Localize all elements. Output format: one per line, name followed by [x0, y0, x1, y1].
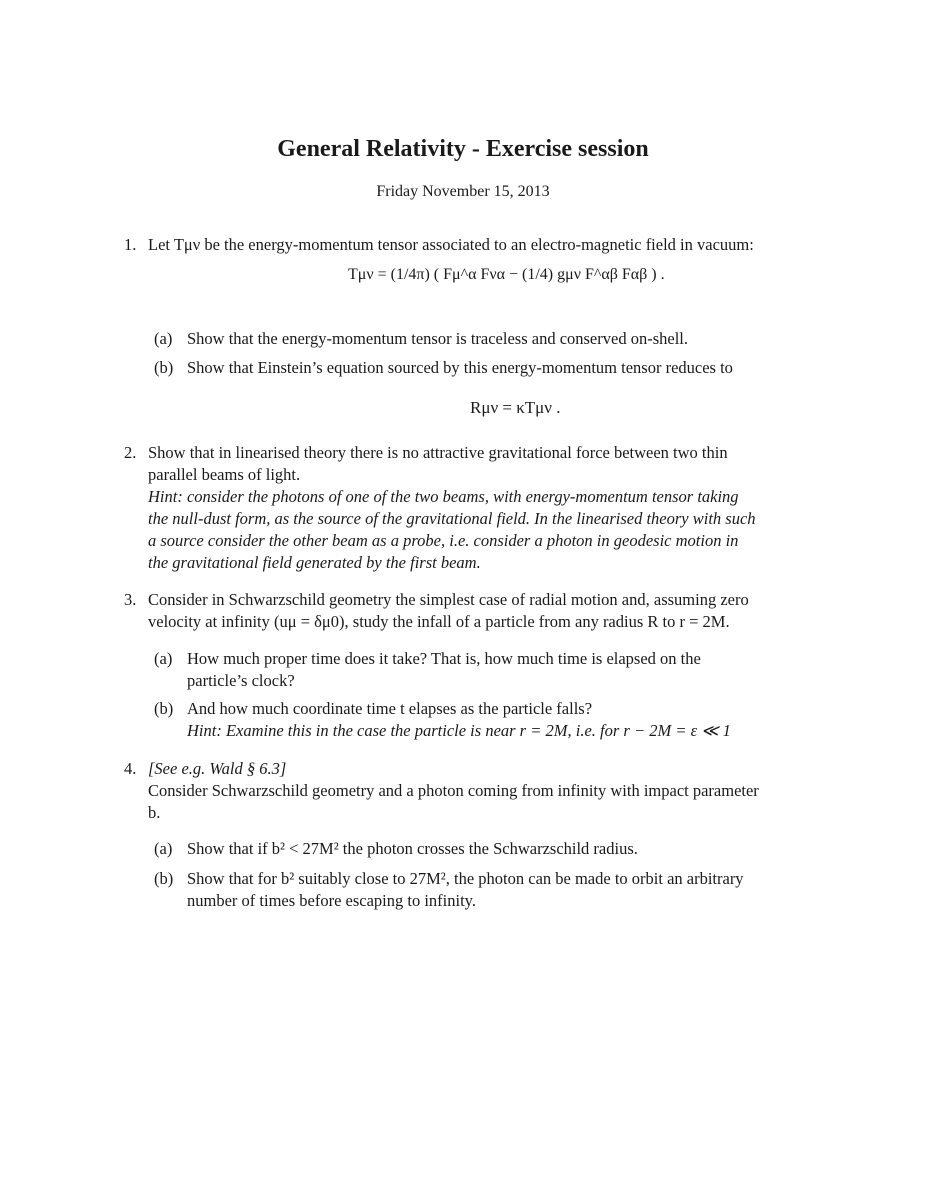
problem-1a-text: Show that the energy-momentum tensor is traceless and conserved on-shell. — [187, 329, 688, 348]
problem-3-line-2: velocity at infinity (uμ = δμ0), study the infall of a particle from any radius R to r = 2M. — [148, 612, 730, 631]
problem-4a-label: (a) — [154, 839, 173, 858]
problem-4-reference: [See e.g. Wald § 6.3] — [148, 759, 287, 778]
problem-2-hint-4: the gravitational field generated by the first beam. — [148, 553, 481, 572]
problem-4-line-1: Consider Schwarzschild geometry and a photon coming from infinity with impact parameter — [148, 781, 759, 800]
problem-3-number: 3. — [124, 590, 137, 609]
problem-2-line-1: Show that in linearised theory there is no attractive gravitational force between two thin — [148, 443, 728, 462]
page-title: General Relativity - Exercise session — [277, 136, 649, 162]
equation-1: Tμν = (1/4π) ( Fμ^α Fνα − (1/4) gμν F^αβ Fαβ ) . — [348, 266, 665, 283]
problem-1a-label: (a) — [154, 329, 173, 348]
problem-2-hint-1: Hint: consider the photons of one of the two beams, with energy-momentum tensor taking — [148, 487, 739, 506]
problem-4-line-2: b. — [148, 803, 161, 822]
problem-3a-line-1: How much proper time does it take? That is, how much time is elapsed on the — [187, 649, 701, 668]
problem-2-hint-2: the null-dust form, as the source of the gravitational field. In the linearised theory with such — [148, 509, 756, 528]
problem-4b-line-1: Show that for b² suitably close to 27M², the photon can be made to orbit an arbitrary — [187, 869, 744, 888]
problem-3b-hint: Hint: Examine this in the case the particle is near r = 2M, i.e. for r − 2M = ε ≪ 1 — [187, 721, 731, 740]
problem-4b-label: (b) — [154, 869, 174, 888]
problem-1b-label: (b) — [154, 358, 174, 377]
problem-1-text: Let Tμν be the energy-momentum tensor associated to an electro-magnetic field in vacuum: — [148, 235, 754, 254]
problem-3b-label: (b) — [154, 699, 174, 718]
problem-4-number: 4. — [124, 759, 137, 778]
problem-3a-label: (a) — [154, 649, 173, 668]
equation-2: Rμν = κTμν . — [470, 398, 561, 417]
problem-2-number: 2. — [124, 443, 137, 462]
page-date: Friday November 15, 2013 — [376, 183, 550, 200]
problem-4a-text: Show that if b² < 27M² the photon crosses the Schwarzschild radius. — [187, 839, 638, 858]
problem-1b-text: Show that Einstein’s equation sourced by this energy-momentum tensor reduces to — [187, 358, 733, 377]
problem-2-line-2: parallel beams of light. — [148, 465, 301, 484]
problem-1-number: 1. — [124, 235, 137, 254]
problem-2-hint-3: a source consider the other beam as a probe, i.e. consider a photon in geodesic motion in — [148, 531, 739, 550]
problem-3b-line-1: And how much coordinate time t elapses as the particle falls? — [187, 699, 593, 718]
problem-4b-line-2: number of times before escaping to infinity. — [187, 891, 476, 910]
problem-3a-line-2: particle’s clock? — [187, 671, 295, 690]
problem-3-line-1: Consider in Schwarzschild geometry the simplest case of radial motion and, assuming zero — [148, 590, 749, 609]
